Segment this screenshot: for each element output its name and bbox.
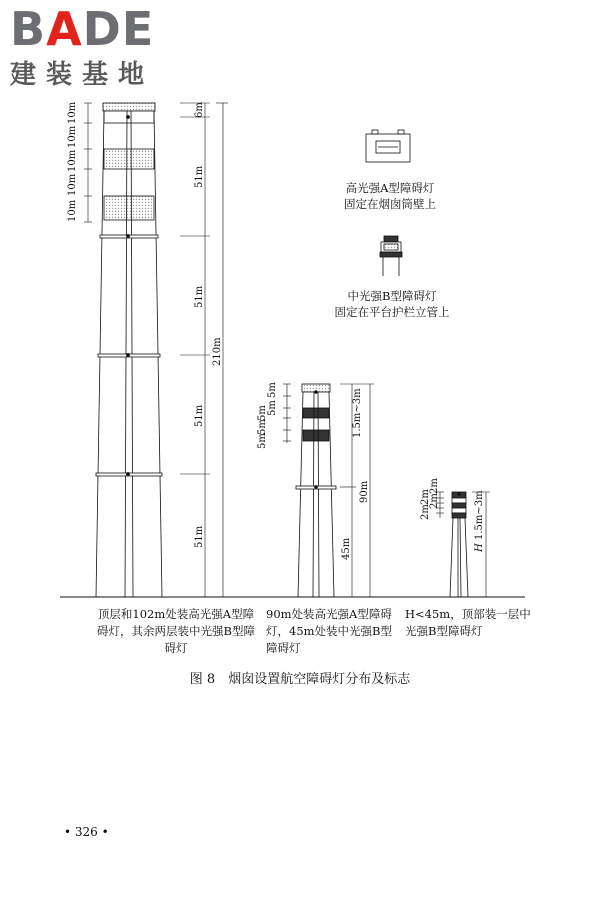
legend-type-b-line2: 固定在平台护栏立管上 bbox=[334, 305, 450, 319]
type-a-lamp-icon bbox=[366, 130, 410, 162]
band-dim-label: 2m bbox=[420, 489, 431, 505]
band-dim-label: 10m bbox=[67, 125, 78, 148]
legend-type-a-line2: 固定在烟囱筒壁上 bbox=[344, 197, 436, 211]
caption-chimney-90m: 90m处装高光强A型障碍灯，45m处装中光强B型障碍灯 bbox=[266, 607, 392, 655]
legend-type-a bbox=[320, 180, 460, 212]
band-dim-label: 5m bbox=[257, 405, 268, 421]
caption-chimney-210m: 顶层和102m处装高光强A型障碍灯，其余两层装中光强B型障碍灯 bbox=[97, 607, 255, 655]
chimney-210m bbox=[96, 103, 162, 597]
band-dim-label: 5m bbox=[267, 382, 278, 398]
band-dim-label: 10m bbox=[67, 101, 78, 124]
caption-chimney-short: H<45m，顶部装一层中光强B型障碍灯 bbox=[405, 607, 531, 638]
dim-total-label: 90m bbox=[359, 480, 370, 503]
band-dim-label: 5m bbox=[267, 400, 278, 416]
band-dim-label: 10m bbox=[67, 199, 78, 222]
dim-h-label: H bbox=[474, 543, 485, 552]
type-b-lamp-icon bbox=[380, 236, 402, 276]
legend-type-b-line1: 中光强B型障碍灯 bbox=[347, 289, 437, 303]
figure-title: 图 8 烟囱设置航空障碍灯分布及标志 bbox=[189, 672, 411, 687]
band-dim-label: 10m bbox=[67, 173, 78, 196]
logo-a: A bbox=[46, 2, 83, 56]
dim-lower-label: 45m bbox=[341, 537, 352, 560]
chimney-short bbox=[450, 492, 468, 597]
chimney-210m-band-dims bbox=[84, 103, 92, 222]
logo-de: DE bbox=[82, 2, 155, 56]
dim-light-label: 1.5m~3m bbox=[474, 490, 485, 540]
brand-subtitle: 建装基地 bbox=[10, 60, 155, 90]
dim-segment-label: 51m bbox=[194, 285, 205, 308]
logo-b: B bbox=[10, 2, 47, 56]
legend-type-a-line1: 高光强A型障碍灯 bbox=[345, 181, 435, 195]
band-dim-label: 2m bbox=[429, 478, 440, 494]
band-dim-label: 2m bbox=[429, 493, 440, 509]
band-dim-label: 5m bbox=[257, 433, 268, 449]
dim-segment-label: 51m bbox=[194, 404, 205, 427]
dim-top-label: 6m bbox=[194, 102, 205, 118]
dim-total-label: 210m bbox=[212, 337, 223, 366]
band-dim-label: 2m bbox=[420, 504, 431, 520]
band-dim-label: 5m bbox=[257, 419, 268, 435]
legend-type-b bbox=[322, 288, 462, 320]
dim-segment-label: 51m bbox=[194, 165, 205, 188]
dim-light-label: 1.5m~3m bbox=[352, 388, 363, 438]
chimney-90m bbox=[296, 384, 336, 597]
dim-segment-label: 51m bbox=[194, 525, 205, 548]
band-dim-label: 10m bbox=[67, 149, 78, 172]
page-number: • 326 • bbox=[64, 825, 109, 839]
